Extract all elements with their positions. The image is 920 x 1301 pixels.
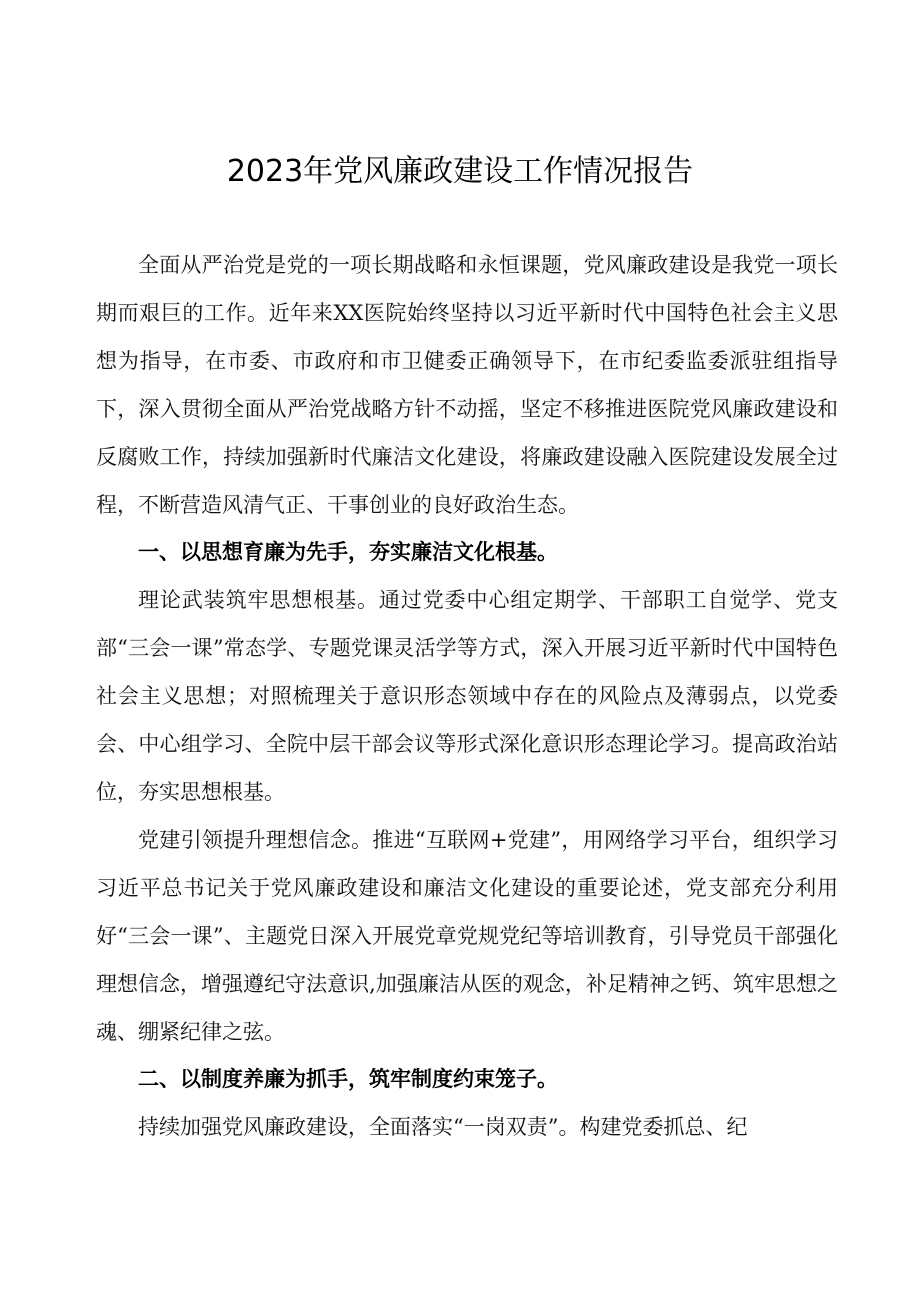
paragraph-theory-study: 理论武装筑牢思想根基。通过党委中心组定期学、干部职工自觉学、党支部“三会一课”常态学、专题党课灵活学等方式，深入开展习近平新时代中国特色社会主义思想；对照梳理关于意识形态领域中存在的风险点及薄弱点，以党委会、中心组学习、全院中层干部会议等形式深化意识形态理论学习。提高政治站位，夯实思想根基。 — [96, 588, 838, 804]
paragraph-intro: 全面从严治党是党的一项长期战略和永恒课题，党风廉政建设是我党一项长期而艰巨的工作。近年来XX医院始终坚持以习近平新时代中国特色社会主义思想为指导，在市委、市政府和市卫健委正确领导下，在市纪委监委派驻组指导下，深入贯彻全面从严治党战略方针不动摇，坚定不移推进医院党风廉政建设和反腐败工作，持续加强新时代廉洁文化建设，将廉政建设融入医院建设发展全过程，不断营造风清气正、干事创业的良好政治生态。 — [96, 253, 838, 517]
paragraph-responsibility: 持续加强党风廉政建设，全面落实“一岗双责”。构建党委抓总、纪 — [138, 1115, 748, 1140]
section-heading-2: 二、以制度养廉为抓手，筑牢制度约束笼子。 — [138, 1067, 558, 1092]
paragraph-party-building: 党建引领提升理想信念。推进“互联网+党建”，用网络学习平台，组织学习习近平总书记关于党风廉政建设和廉洁文化建设的重要论述，党支部充分利用好“三会一课”、主题党日深入开展党章党规党纪等培训教育，引导党员干部强化理想信念，增强遵纪守法意识,加强廉洁从医的观念，补足精神之钙、筑牢思想之魂、绷紧纪律之弦。 — [96, 827, 838, 1044]
document-title: 2023年党风廉政建设工作情况报告 — [226, 154, 694, 189]
document-body — [96, 242, 838, 1152]
section-heading-1: 一、以思想育廉为先手，夯实廉洁文化根基。 — [138, 540, 558, 565]
